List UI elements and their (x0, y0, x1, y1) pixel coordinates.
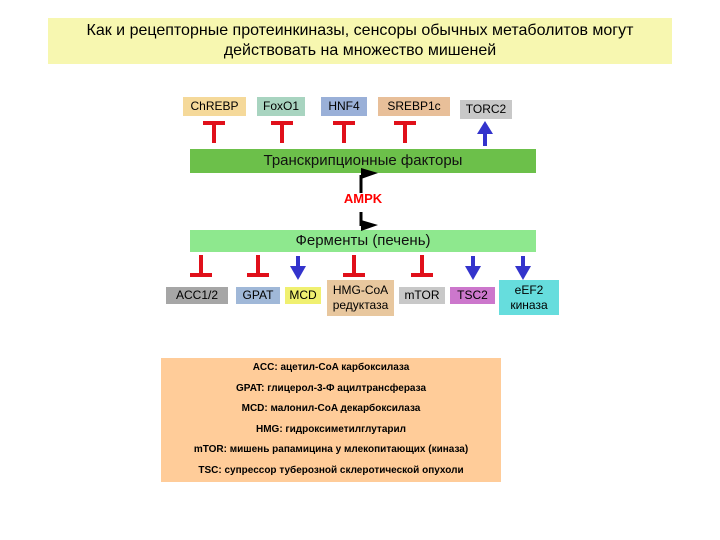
inhibit-acc-symbol (190, 255, 212, 275)
legend-item: mTOR: мишень рапамицина у млекопитающих (киназа) (193, 444, 469, 455)
slide-title: Как и рецепторные протеинкиназы, сенсоры обычных метаболитов могут действовать на множество мишеней (48, 18, 672, 64)
target-mtor: mTOR (399, 287, 445, 304)
target-hnf4: HNF4 (321, 97, 367, 116)
target-foxo1: FoxO1 (257, 97, 305, 116)
target-eef2-kinase: eEF2 киназа (499, 280, 559, 315)
inhibit-mtor-symbol (411, 255, 433, 275)
ampk-to-transcription-arrow (361, 168, 378, 193)
activate-eef2-kinase-arrow (515, 256, 531, 280)
target-srebp1c: SREBP1c (378, 97, 450, 116)
ampk-label: AMPK (343, 191, 383, 206)
ampk-to-enzymes-arrow (361, 212, 378, 231)
inhibit-hnf4-symbol (333, 123, 355, 143)
legend-item: ACC: ацетил-CoA карбоксилаза (252, 362, 410, 373)
inhibit-hmg-symbol (343, 255, 365, 275)
target-gpat: GPAT (236, 287, 280, 304)
target-torc2: TORC2 (460, 100, 512, 119)
activate-torc2-arrow (477, 121, 493, 146)
inhibit-chrebp-symbol (203, 123, 225, 143)
legend-item: GPAT: глицерол-3-Ф ацилтрансфераза (235, 382, 427, 394)
legend-item: TSC: супрессор туберозной склеротической опухоли (198, 464, 464, 476)
target-tsc2: TSC2 (450, 287, 495, 304)
activate-tsc2-arrow (465, 256, 481, 280)
abbreviation-legend (161, 358, 501, 482)
target-mcd: MCD (285, 287, 321, 304)
transcription-factors-bar: Транскрипционные факторы (190, 149, 536, 173)
enzymes-bar: Ферменты (печень) (190, 230, 536, 252)
legend-item: MCD: малонил-CoA декарбоксилаза (241, 403, 421, 414)
target-hmg-coa-reductase: HMG-CoA редуктаза (327, 280, 394, 316)
inhibit-gpat-symbol (247, 255, 269, 275)
target-chrebp: ChREBP (183, 97, 246, 116)
target-acc: ACC1/2 (166, 287, 228, 304)
legend-item: HMG: гидроксиметилглутарил (255, 423, 406, 435)
activate-mcd-arrow (290, 256, 306, 280)
inhibit-foxo1-symbol (271, 123, 293, 143)
inhibit-srebp1c-symbol (394, 123, 416, 143)
